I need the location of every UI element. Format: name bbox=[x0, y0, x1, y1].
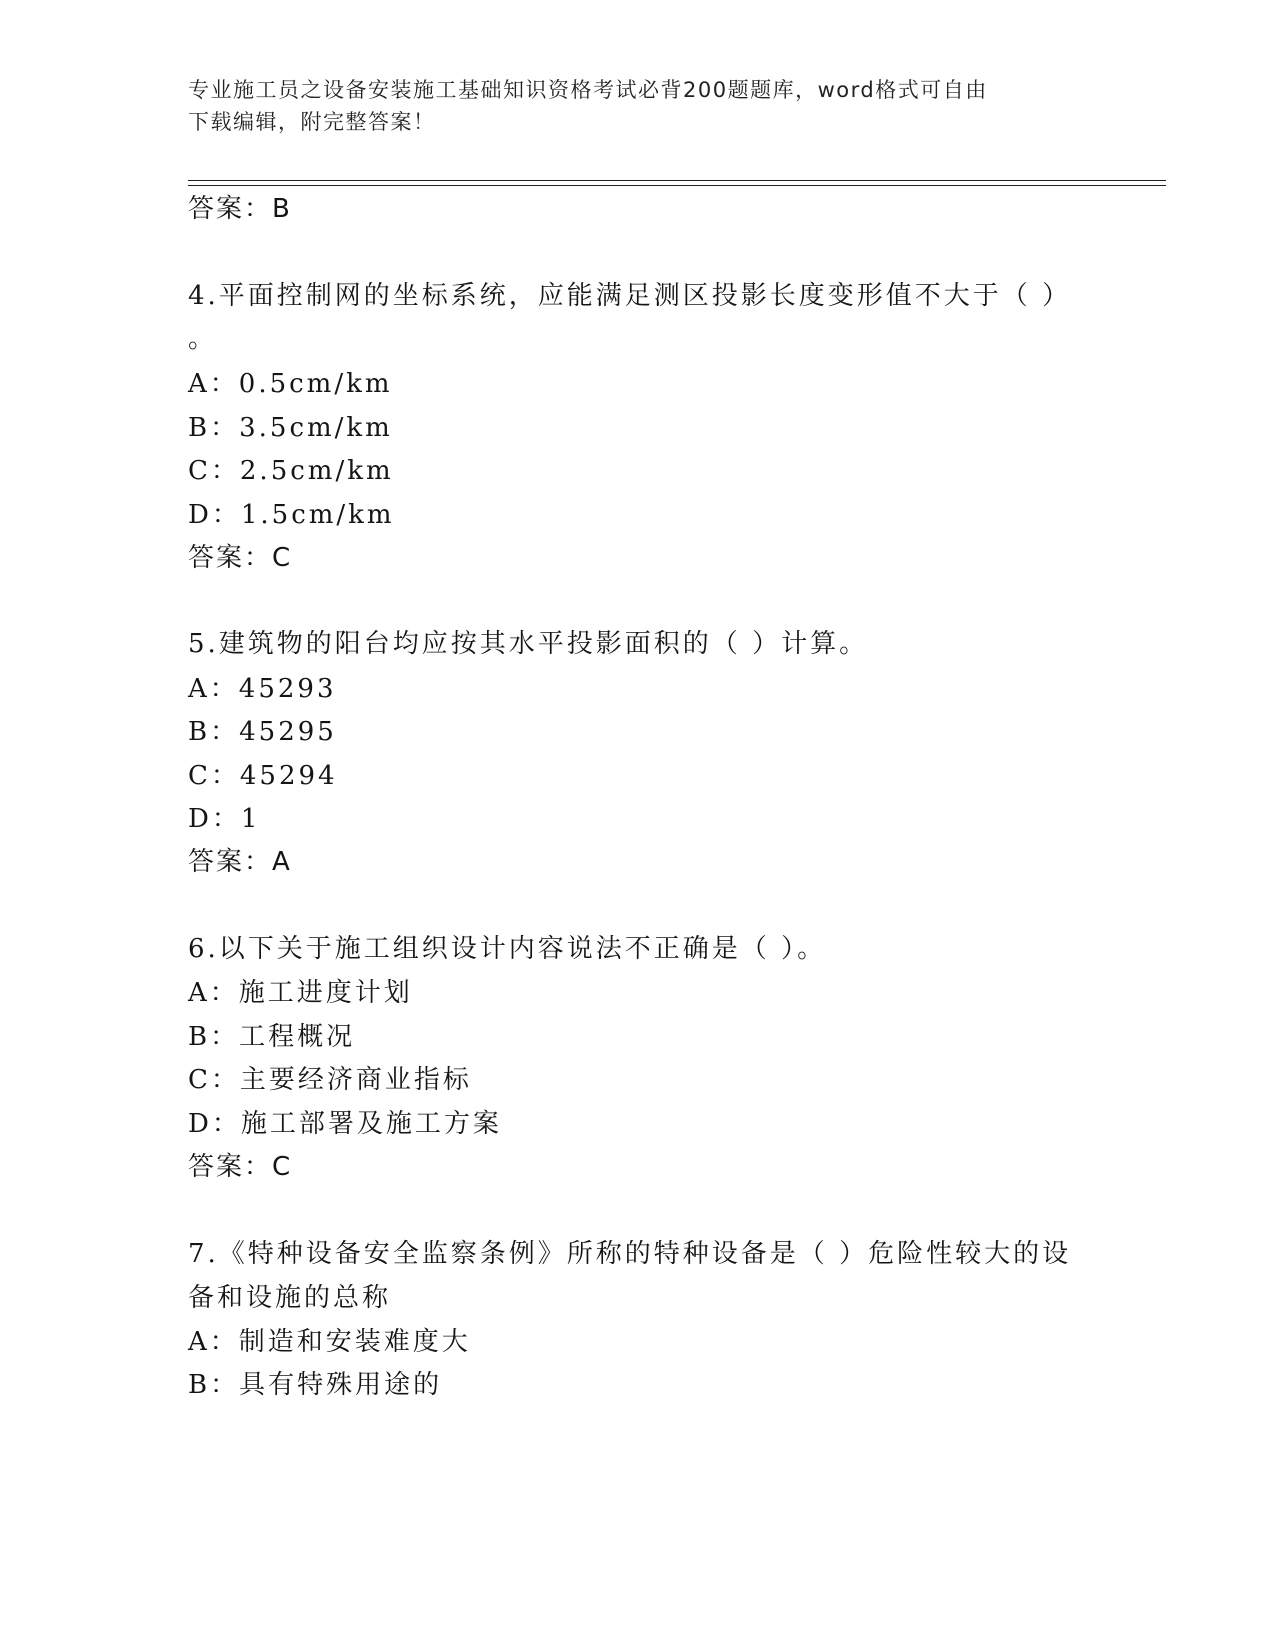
page-header bbox=[188, 74, 1088, 138]
question-7-stem: 7.《特种设备安全监察条例》所称的特种设备是（ ）危险性较大的设 bbox=[188, 1239, 1072, 1269]
question-5-option-b: B：45295 bbox=[188, 717, 337, 747]
header-divider-top bbox=[188, 180, 1166, 181]
question-6-option-c: C：主要经济商业指标 bbox=[188, 1065, 472, 1095]
header-divider-bottom bbox=[188, 185, 1166, 186]
question-6-option-a: A：施工进度计划 bbox=[188, 978, 413, 1008]
question-4-option-c: C：2.5cm/km bbox=[188, 456, 394, 486]
question-5-option-a: A：45293 bbox=[188, 674, 337, 704]
question-4-option-a: A：0.5cm/km bbox=[188, 369, 393, 399]
question-6-option-d: D：施工部署及施工方案 bbox=[188, 1109, 502, 1139]
question-7-stem-cont: 备和设施的总称 bbox=[188, 1283, 392, 1313]
question-6-stem: 6.以下关于施工组织设计内容说法不正确是（ ）。 bbox=[188, 934, 827, 964]
question-4-option-b: B：3.5cm/km bbox=[188, 413, 393, 443]
question-7-option-b: B：具有特殊用途的 bbox=[188, 1370, 443, 1400]
question-5-option-c: C：45294 bbox=[188, 761, 338, 791]
question-5-answer: 答案：A bbox=[188, 847, 292, 877]
question-5-option-d: D：1 bbox=[188, 804, 261, 834]
question-4-answer: 答案：C bbox=[188, 543, 293, 573]
question-4-stem: 4.平面控制网的坐标系统，应能满足测区投影长度变形值不大于（ ） bbox=[188, 281, 1072, 311]
header-line-2: 下载编辑，附完整答案！ bbox=[188, 110, 436, 134]
previous-answer: 答案：B bbox=[188, 194, 292, 224]
question-4-stem-cont: 。 bbox=[188, 324, 218, 354]
header-line-1: 专业施工员之设备安装施工基础知识资格考试必背200题题库，word格式可自由 bbox=[188, 78, 988, 102]
question-7-option-a: A：制造和安装难度大 bbox=[188, 1327, 471, 1357]
question-5-stem: 5.建筑物的阳台均应按其水平投影面积的（ ）计算。 bbox=[188, 629, 869, 659]
question-6-answer: 答案：C bbox=[188, 1152, 293, 1182]
question-4-option-d: D：1.5cm/km bbox=[188, 500, 395, 530]
question-6-option-b: B：工程概况 bbox=[188, 1022, 356, 1052]
